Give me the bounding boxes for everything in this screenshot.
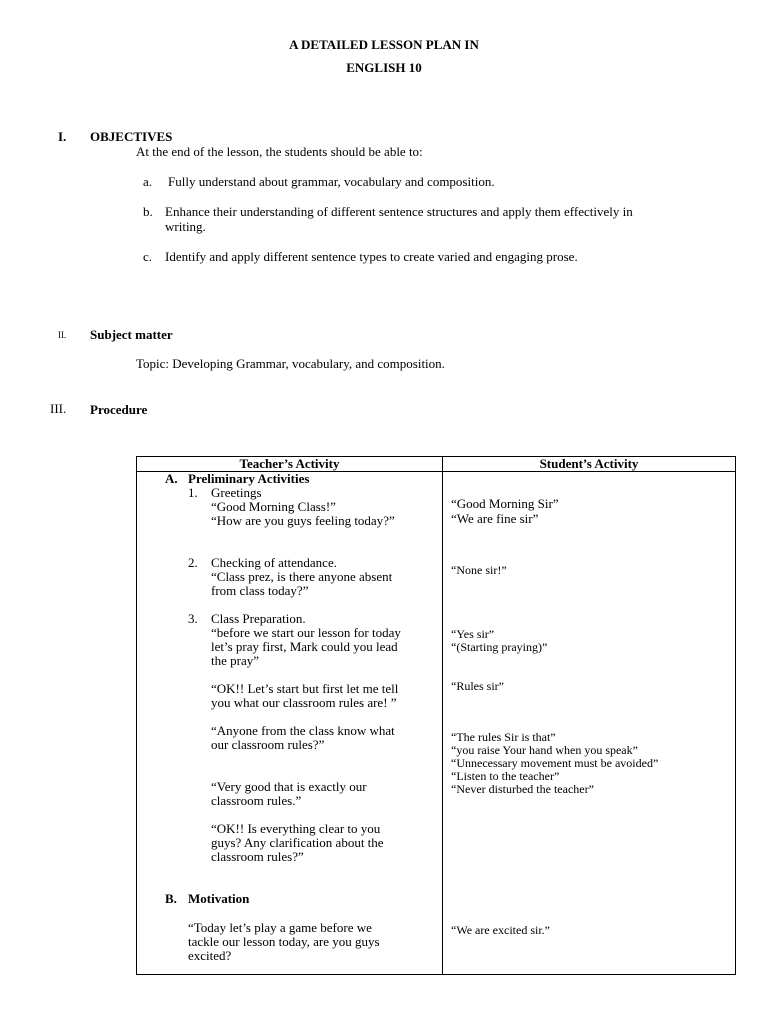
objective-b-marker: b. (143, 204, 153, 219)
objective-c-marker: c. (143, 249, 153, 264)
subject-matter-number: II. (58, 330, 67, 340)
student-rules-list-line5: “Never disturbed the teacher” (451, 782, 594, 796)
teacher-greeting-line: “Good Morning Class!” (211, 499, 336, 514)
teacher-clarify-line2: guys? Any clarification about the (211, 835, 384, 850)
objectives-intro: At the end of the lesson, the students should be able to: (136, 144, 423, 159)
greetings-number: 1. (188, 485, 198, 500)
student-praying-reply: “(Starting praying)” (451, 640, 548, 654)
subject-matter-topic: Topic: Developing Grammar, vocabulary, and composition. (136, 356, 445, 371)
procedure-number: III. (50, 401, 67, 416)
section-b-label: Motivation (188, 891, 250, 906)
teacher-clarify-line1: “OK!! Is everything clear to you (211, 821, 381, 836)
teacher-rules-question-line1: “Anyone from the class know what (211, 723, 395, 738)
teacher-very-good-line1: “Very good that is exactly our (211, 779, 367, 794)
teacher-prayer-line2: let’s pray first, Mark could you lead (211, 639, 398, 654)
teacher-attendance-line1: “Class prez, is there anyone absent (211, 569, 393, 584)
objective-c-text: Identify and apply different sentence types to create varied and engaging prose. (165, 249, 578, 264)
procedure-heading: Procedure (90, 402, 148, 417)
student-yes-reply: “Yes sir” (451, 627, 495, 641)
objectives-heading: OBJECTIVES (90, 129, 173, 144)
preparation-number: 3. (188, 611, 198, 626)
table-column-divider (442, 457, 443, 974)
student-rules-list-line4: “Listen to the teacher” (451, 769, 560, 783)
subject-matter-heading: Subject matter (90, 327, 173, 342)
objective-a-marker: a. (143, 174, 153, 189)
teacher-clarify-line3: classroom rules?” (211, 849, 304, 864)
attendance-number: 2. (188, 555, 198, 570)
student-rules-list-line3: “Unnecessary movement must be avoided” (451, 756, 659, 770)
section-a-label: Preliminary Activities (188, 471, 310, 486)
teacher-very-good-line2: classroom rules.” (211, 793, 302, 808)
teacher-ok-line2: you what our classroom rules are! ” (211, 695, 397, 710)
objective-b-text-line1: Enhance their understanding of different sentence structures and apply them effectively in (165, 204, 633, 219)
objective-a-text: Fully understand about grammar, vocabulary and composition. (168, 174, 495, 189)
document-title-line2: ENGLISH 10 (346, 60, 422, 75)
objective-b-text-line2: writing. (165, 219, 206, 234)
student-rules-list-line2: “you raise Your hand when you speak” (451, 743, 638, 757)
attendance-title: Checking of attendance. (211, 555, 337, 570)
teacher-feeling-line: “How are you guys feeling today?” (211, 513, 395, 528)
student-rules-reply: “Rules sir” (451, 679, 504, 693)
student-feeling-reply: “We are fine sir” (451, 511, 539, 526)
teacher-attendance-line2: from class today?” (211, 583, 309, 598)
teacher-rules-question-line2: our classroom rules?” (211, 737, 325, 752)
preparation-title: Class Preparation. (211, 611, 306, 626)
student-attendance-reply: “None sir!” (451, 563, 507, 577)
teacher-motivation-line3: excited? (188, 948, 232, 963)
section-b-marker: B. (165, 891, 177, 906)
student-motivation-reply: “We are excited sir.” (451, 923, 550, 937)
objectives-number: I. (58, 129, 67, 144)
teacher-prayer-line1: “before we start our lesson for today (211, 625, 401, 640)
greetings-title: Greetings (211, 485, 262, 500)
teacher-activity-header: Teacher’s Activity (239, 456, 340, 471)
teacher-prayer-line3: the pray” (211, 653, 260, 668)
student-activity-header: Student’s Activity (539, 456, 639, 471)
student-greeting-reply: “Good Morning Sir” (451, 496, 559, 511)
section-a-marker: A. (165, 471, 178, 486)
document-title-line1: A DETAILED LESSON PLAN IN (289, 37, 479, 52)
teacher-ok-line1: “OK!! Let’s start but first let me tell (211, 681, 399, 696)
teacher-motivation-line2: tackle our lesson today, are you guys (188, 934, 380, 949)
procedure-table (136, 456, 736, 975)
student-rules-list-line1: “The rules Sir is that” (451, 730, 556, 744)
teacher-motivation-line1: “Today let’s play a game before we (188, 920, 372, 935)
